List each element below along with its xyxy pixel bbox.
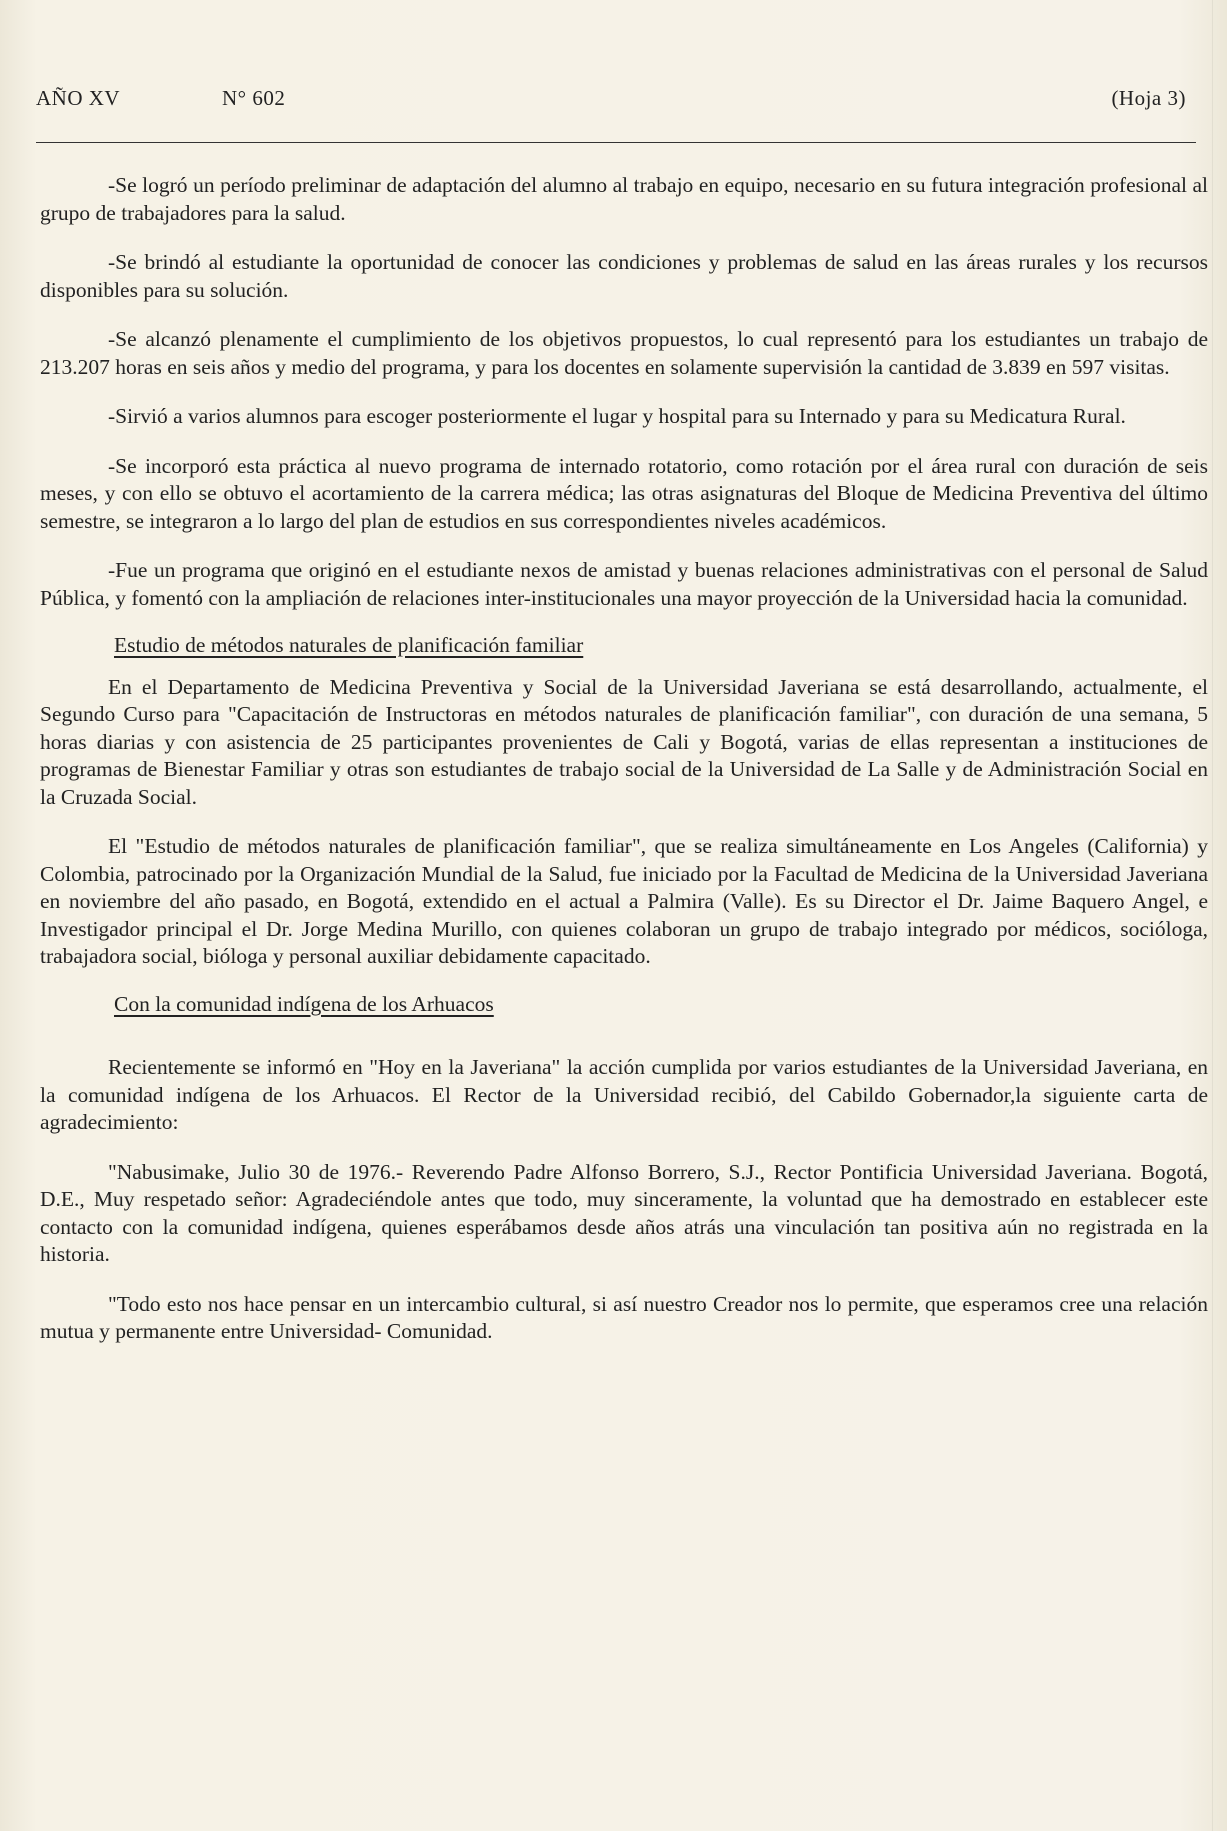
section-heading-arhuacos: Con la comunidad indígena de los Arhuacos bbox=[114, 991, 494, 1016]
paragraph: Recientemente se informó en "Hoy en la Javeriana" la acción cumplida por varios estudiantes de la Universidad Javeriana, en la comunidad indígena de los Arhuacos. El Rector de la Universidad recibió, del Cabildo Gobernador,la siguiente carta de agradecimiento: bbox=[40, 1055, 1208, 1134]
section-heading-family-planning: Estudio de métodos naturales de planificación familiar bbox=[114, 633, 584, 657]
header-divider bbox=[36, 142, 1196, 143]
paragraph: En el Departamento de Medicina Preventiva y Social de la Universidad Javeriana se está desarrollando, actualmente, el Segundo Curso para "Capacitación de Instructoras en métodos naturales de planificación familiar", con duración de una semana, 5 horas diarias y con asistencia de 25 participantes provenientes de Cali y Bogotá, varias de ellas representan a instituciones de programas de Bienestar Familiar y otras son estudiantes de trabajo social de la Universidad de La Salle y de Administración Social en la Cruzada Social. bbox=[40, 674, 1208, 809]
paragraph: El "Estudio de métodos naturales de planificación familiar", que se realiza simultáneamente en Los Angeles (California) y Colombia, patrocinado por la Organización Mundial de la Salud, fue iniciado por la Facultad de Medicina de la Universidad Javeriana en noviembre del año pasado, en Bogotá, extendido en el actual a Palmira (Valle). Es su Director el Dr. Jaime Baquero Angel, e Investigador principal el Dr. Jorge Medina Murillo, con quienes colaboran un grupo de trabajo integrado por médicos, socióloga, trabajadora social, bióloga y personal auxiliar debidamente capacitado. bbox=[40, 834, 1208, 968]
paragraph: -Se alcanzó plenamente el cumplimiento de los objetivos propuestos, lo cual representó para los estudiantes un trabajo de 213.207 horas en seis años y medio del programa, y para los docentes en solamente supervisión la cantidad de 3.839 en 597 visitas. bbox=[40, 327, 1208, 379]
paragraph: -Se incorporó esta práctica al nuevo programa de internado rotatorio, como rotación por el área rural con duración de seis meses, y con ello se obtuvo el acortamiento de la carrera médica; las otras asignaturas del Bloque de Medicina Preventiva del último semestre, se integraron a lo largo del plan de estudios en sus correspondientes niveles académicos. bbox=[40, 453, 1208, 533]
paragraph: -Se brindó al estudiante la oportunidad de conocer las condiciones y problemas de salud en las áreas rurales y los recursos disponibles para su solución. bbox=[40, 250, 1208, 302]
document-body bbox=[40, 172, 1208, 1368]
quoted-letter-paragraph: "Todo esto nos hace pensar en un intercambio cultural, si así nuestro Creador nos lo permite, que esperamos cree una relación mutua y permanente entre Universidad- Comunidad. bbox=[40, 1291, 1208, 1343]
quoted-letter-paragraph: "Nabusimake, Julio 30 de 1976.- Reverendo Padre Alfonso Borrero, S.J., Rector Pontificia Universidad Javeriana. Bogotá, D.E., Muy respetado señor: Agradeciéndole antes que todo, muy sinceramente, la voluntad que ha demostrado en establecer este contacto con la comunidad indígena, quienes esperábamos desde años atrás una vinculación tan positiva aún no registrada en la historia. bbox=[40, 1159, 1208, 1266]
header-year: AÑO XV bbox=[36, 86, 121, 110]
page-header bbox=[36, 86, 1186, 116]
page-edge bbox=[1212, 0, 1213, 1831]
header-sheet-number: (Hoja 3) bbox=[1111, 86, 1186, 110]
header-issue-number: N° 602 bbox=[222, 86, 286, 110]
paragraph: -Fue un programa que originó en el estudiante nexos de amistad y buenas relaciones administrativas con el personal de Salud Pública, y fomentó con la ampliación de relaciones inter-institucionales una mayor proyección de la Universidad hacia la comunidad. bbox=[40, 558, 1208, 610]
paragraph: -Sirvió a varios alumnos para escoger posteriormente el lugar y hospital para su Internado y para su Medicatura Rural. bbox=[108, 404, 1126, 428]
paragraph: -Se logró un período preliminar de adaptación del alumno al trabajo en equipo, necesario en su futura integración profesional al grupo de trabajadores para la salud. bbox=[40, 173, 1208, 225]
